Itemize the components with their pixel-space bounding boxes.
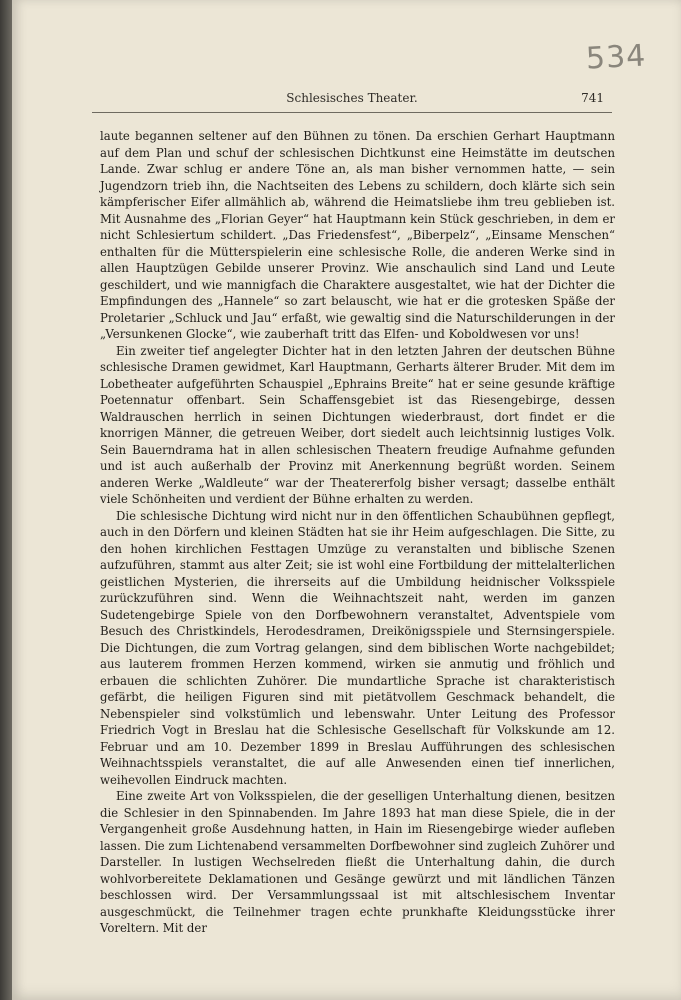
- book-spine-edge: [0, 0, 12, 1000]
- paragraph: Eine zweite Art von Volksspielen, die der geselligen Unterhaltung dienen, besitzen die Schlesier in den Spinnabenden. Im Jahre 1893 hat man diese Spiele, die in der Vergangenheit große Ausdehnung hatten, in Hain im Riesengebirge wieder aufleben lassen. Die zum Lichtenabend versammelten Dorfbewohner sind zugleich Zuhörer und Darsteller. In lustigen Wechselreden fließt die Unterhaltung dahin, die durch wohlvorbereitete Deklamationen und Gesänge gewürzt und mit ländlichen Tänzen beschlossen wird. Der Versammlungssaal ist mit altschlesischem Inventar ausgeschmückt, die Teilnehmer tragen echte prunkhafte Kleidungsstücke ihrer Voreltern. Mit der: [100, 789, 615, 935]
- paragraph: Ein zweiter tief angelegter Dichter hat in den letzten Jahren der deutschen Bühne schlesische Dramen gewidmet, Karl Hauptmann, Gerharts älterer Bruder. Mit dem im Lobetheater aufgeführten Schauspiel „Ephrains Breite“ hat er seine gesunde kräftige Poetennatur offenbart. Sein Schaffensgebiet ist das Riesengebirge, dessen Waldrauschen herrlich in seinen Dichtungen wiederbraust, dort findet er die knorrigen Männer, die getreuen Weiber, dort siedelt auch leichtsinnig lustiges Volk. Sein Bauerndrama hat in allen schlesischen Theatern freudige Aufnahme gefunden und ist auch außerhalb der Provinz mit Anerkennung begrüßt worden. Seinem anderen Werke „Waldleute“ war der Theatererfolg bisher versagt; dasselbe enthält viele Schönheiten und verdient der Bühne erhalten zu werden.: [100, 343, 615, 506]
- running-title: Schlesisches Theater.: [286, 91, 418, 105]
- handwritten-folio-number: 534: [585, 38, 648, 77]
- running-header: [92, 88, 612, 113]
- book-page: [12, 0, 681, 1000]
- paragraph: laute begannen seltener auf den Bühnen zu tönen. Da erschien Gerhart Hauptmann auf dem Plan und schuf der schlesischen Dichtkunst eine Heimstätte im deutschen Lande. Zwar schlug er andere Töne an, als man bisher vernommen hatte, — sein Jugendzorn trieb ihn, die Nachtseiten des Lebens zu schildern, doch klärte sich sein kämpferischer Eifer allmählich ab, während die Heimatsliebe ihm treu geblieben ist. Mit Ausnahme des „Florian Geyer“ hat Hauptmann kein Stück geschrieben, in dem er nicht Schlesiertum schildert. „Das Friedensfest“, „Biberpelz“, „Einsame Menschen“ enthalten für die Mütterspielerin eine schlesische Rolle, die anderen Werke sind in allen Hauptzügen Gebilde unserer Provinz. Wie anschaulich sind Land und Leute geschildert, und wie mannigfach die Charaktere ausgestaltet, wie hat der Dichter die Empfindungen des „Hannele“ so zart belauscht, wie hat er die grotesken Späße der Proletarier „Schluck und Jau“ erfaßt, wie gewaltig sind die Naturschilderungen in der „Versunkenen Glocke“, wie zauberhaft tritt das Elfen- und Koboldwesen vor uns!: [100, 129, 615, 341]
- page-number: 741: [581, 91, 604, 105]
- body-text: [100, 128, 615, 937]
- paragraph: Die schlesische Dichtung wird nicht nur in den öffentlichen Schaubühnen gepflegt, auch in den Dörfern und kleinen Städten hat sie ihr Heim aufgeschlagen. Die Sitte, zu den hohen kirchlichen Festtagen Umzüge zu veranstalten und biblische Szenen aufzuführen, stammt aus alter Zeit; sie ist wohl eine Fortbildung der mittelalterlichen geistlichen Mysterien, die ihrerseits auf die Umbildung heidnischer Volksspiele zurückzuführen sind. Wenn die Weihnachtszeit naht, werden im ganzen Sudetengebirge Spiele von den Dorfbewohnern veranstaltet, Adventspiele vom Besuch des Christkindels, Herodesdramen, Dreikönigsspiele und Sternsingerspiele. Die Dichtungen, die zum Vortrag gelangen, sind dem biblischen Worte nachgebildet; aus lauterem frommen Herzen kommend, wirken sie anmutig und fröhlich und erbauen die schlichten Zuhörer. Die mundartliche Sprache ist charakteristisch gefärbt, die heiligen Figuren sind mit pietätvollem Geschmack behandelt, die Nebenspieler sind volkstümlich und lebenswahr. Unter Leitung des Professor Friedrich Vogt in Breslau hat die Schlesische Gesellschaft für Volkskunde am 12. Februar und am 10. Dezember 1899 in Breslau Aufführungen des schlesischen Weihnachtsspiels veranstaltet, die auf alle Anwesenden einen tief innerlichen, weihevollen Eindruck machten.: [100, 508, 615, 787]
